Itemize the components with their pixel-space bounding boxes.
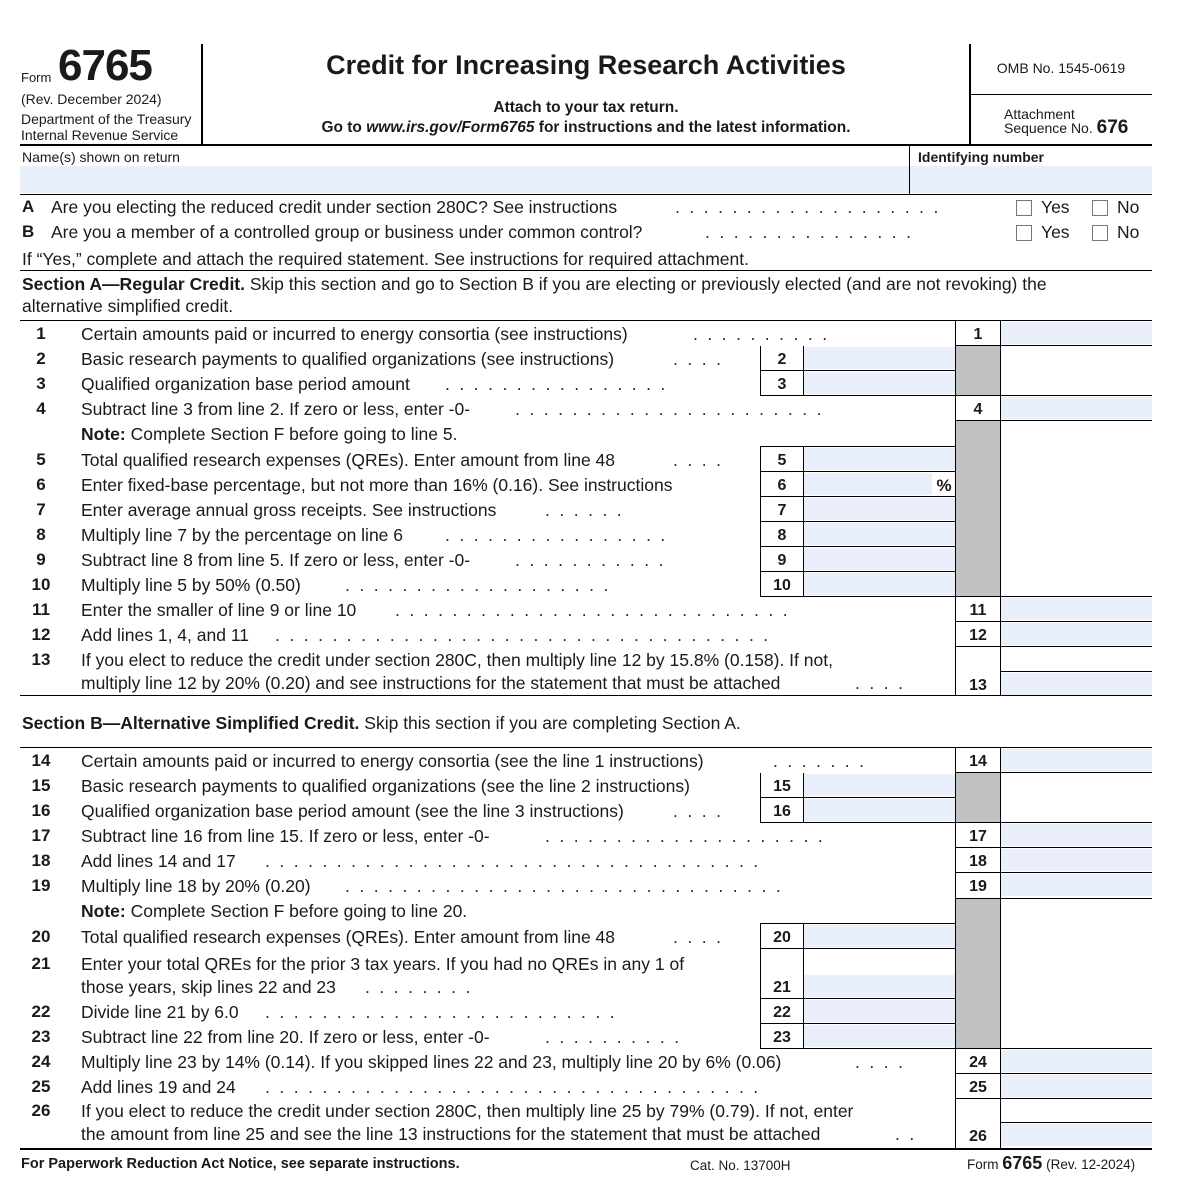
line-8-amount[interactable] [804,523,955,545]
form-revision: (Rev. December 2024) [21,91,162,107]
identifying-number-label: Identifying number [918,149,1044,165]
section-b-header: Section B—Alternative Simplified Credit. Skip this section if you are completing Section A. [22,713,741,733]
attachment-label: Attachment [1004,106,1075,122]
irs-name: Internal Revenue Service [21,127,179,143]
line-21-amount[interactable] [804,975,955,997]
line-7-amount[interactable] [804,498,955,520]
section-b-note: Note: Complete Section F before going to line 20. [81,901,468,921]
line-13-amount[interactable] [1001,673,1152,695]
paperwork-notice: For Paperwork Reduction Act Notice, see separate instructions. [21,1156,460,1172]
line-1-amount[interactable] [1001,322,1152,344]
line-14-amount[interactable] [1001,749,1152,771]
line-3-amount[interactable] [804,372,955,394]
omb-number: OMB No. 1545-0619 [996,60,1126,76]
question-b-no-checkbox[interactable] [1092,225,1108,241]
line-26-amount[interactable] [1001,1124,1152,1146]
name-input[interactable] [20,166,909,193]
line-11-amount[interactable] [1001,598,1152,620]
line-20-amount[interactable] [804,925,955,947]
line-24-amount[interactable] [1001,1050,1152,1072]
question-a-no-checkbox[interactable] [1092,200,1108,216]
line-10-amount[interactable] [804,573,955,595]
form-word: Form [21,70,52,85]
line-2-amount[interactable] [804,347,955,369]
catalog-number: Cat. No. 13700H [690,1158,791,1173]
line-25-amount[interactable] [1001,1075,1152,1097]
line-17-amount[interactable] [1001,824,1152,846]
irs-link[interactable]: www.irs.gov/Form6765 [366,119,535,136]
line-23-amount[interactable] [804,1025,955,1047]
question-b-yes-checkbox[interactable] [1016,225,1032,241]
form-title: Credit for Increasing Research Activities [326,50,846,80]
question-a-yes-checkbox[interactable] [1016,200,1032,216]
form-number: 6765 [58,41,152,90]
line-22-amount[interactable] [804,1000,955,1022]
line-5-amount[interactable] [804,448,955,470]
footer-form-id: Form 6765 (Rev. 12-2024) [967,1153,1136,1173]
line-6-percentage[interactable] [804,473,932,495]
if-yes-note: If “Yes,” complete and attach the required statement. See instructions for required attachment. [22,249,749,269]
line-19-amount[interactable] [1001,874,1152,896]
line-9-amount[interactable] [804,548,955,570]
name-label: Name(s) shown on return [22,149,180,165]
attach-instruction: Attach to your tax return. [493,99,679,116]
line-15-amount[interactable] [804,774,955,796]
section-a-note: Note: Complete Section F before going to line 5. [81,424,458,444]
sequence-number: Sequence No. 676 [1004,117,1129,138]
line-16-amount[interactable] [804,799,955,821]
goto-instruction: Go to www.irs.gov/Form6765 for instructions and the latest information. [321,119,851,136]
line-12-amount[interactable] [1001,623,1152,645]
department: Department of the Treasury [21,111,192,127]
line-4-amount[interactable] [1001,397,1152,419]
line-18-amount[interactable] [1001,849,1152,871]
identifying-number-input[interactable] [910,166,1152,193]
